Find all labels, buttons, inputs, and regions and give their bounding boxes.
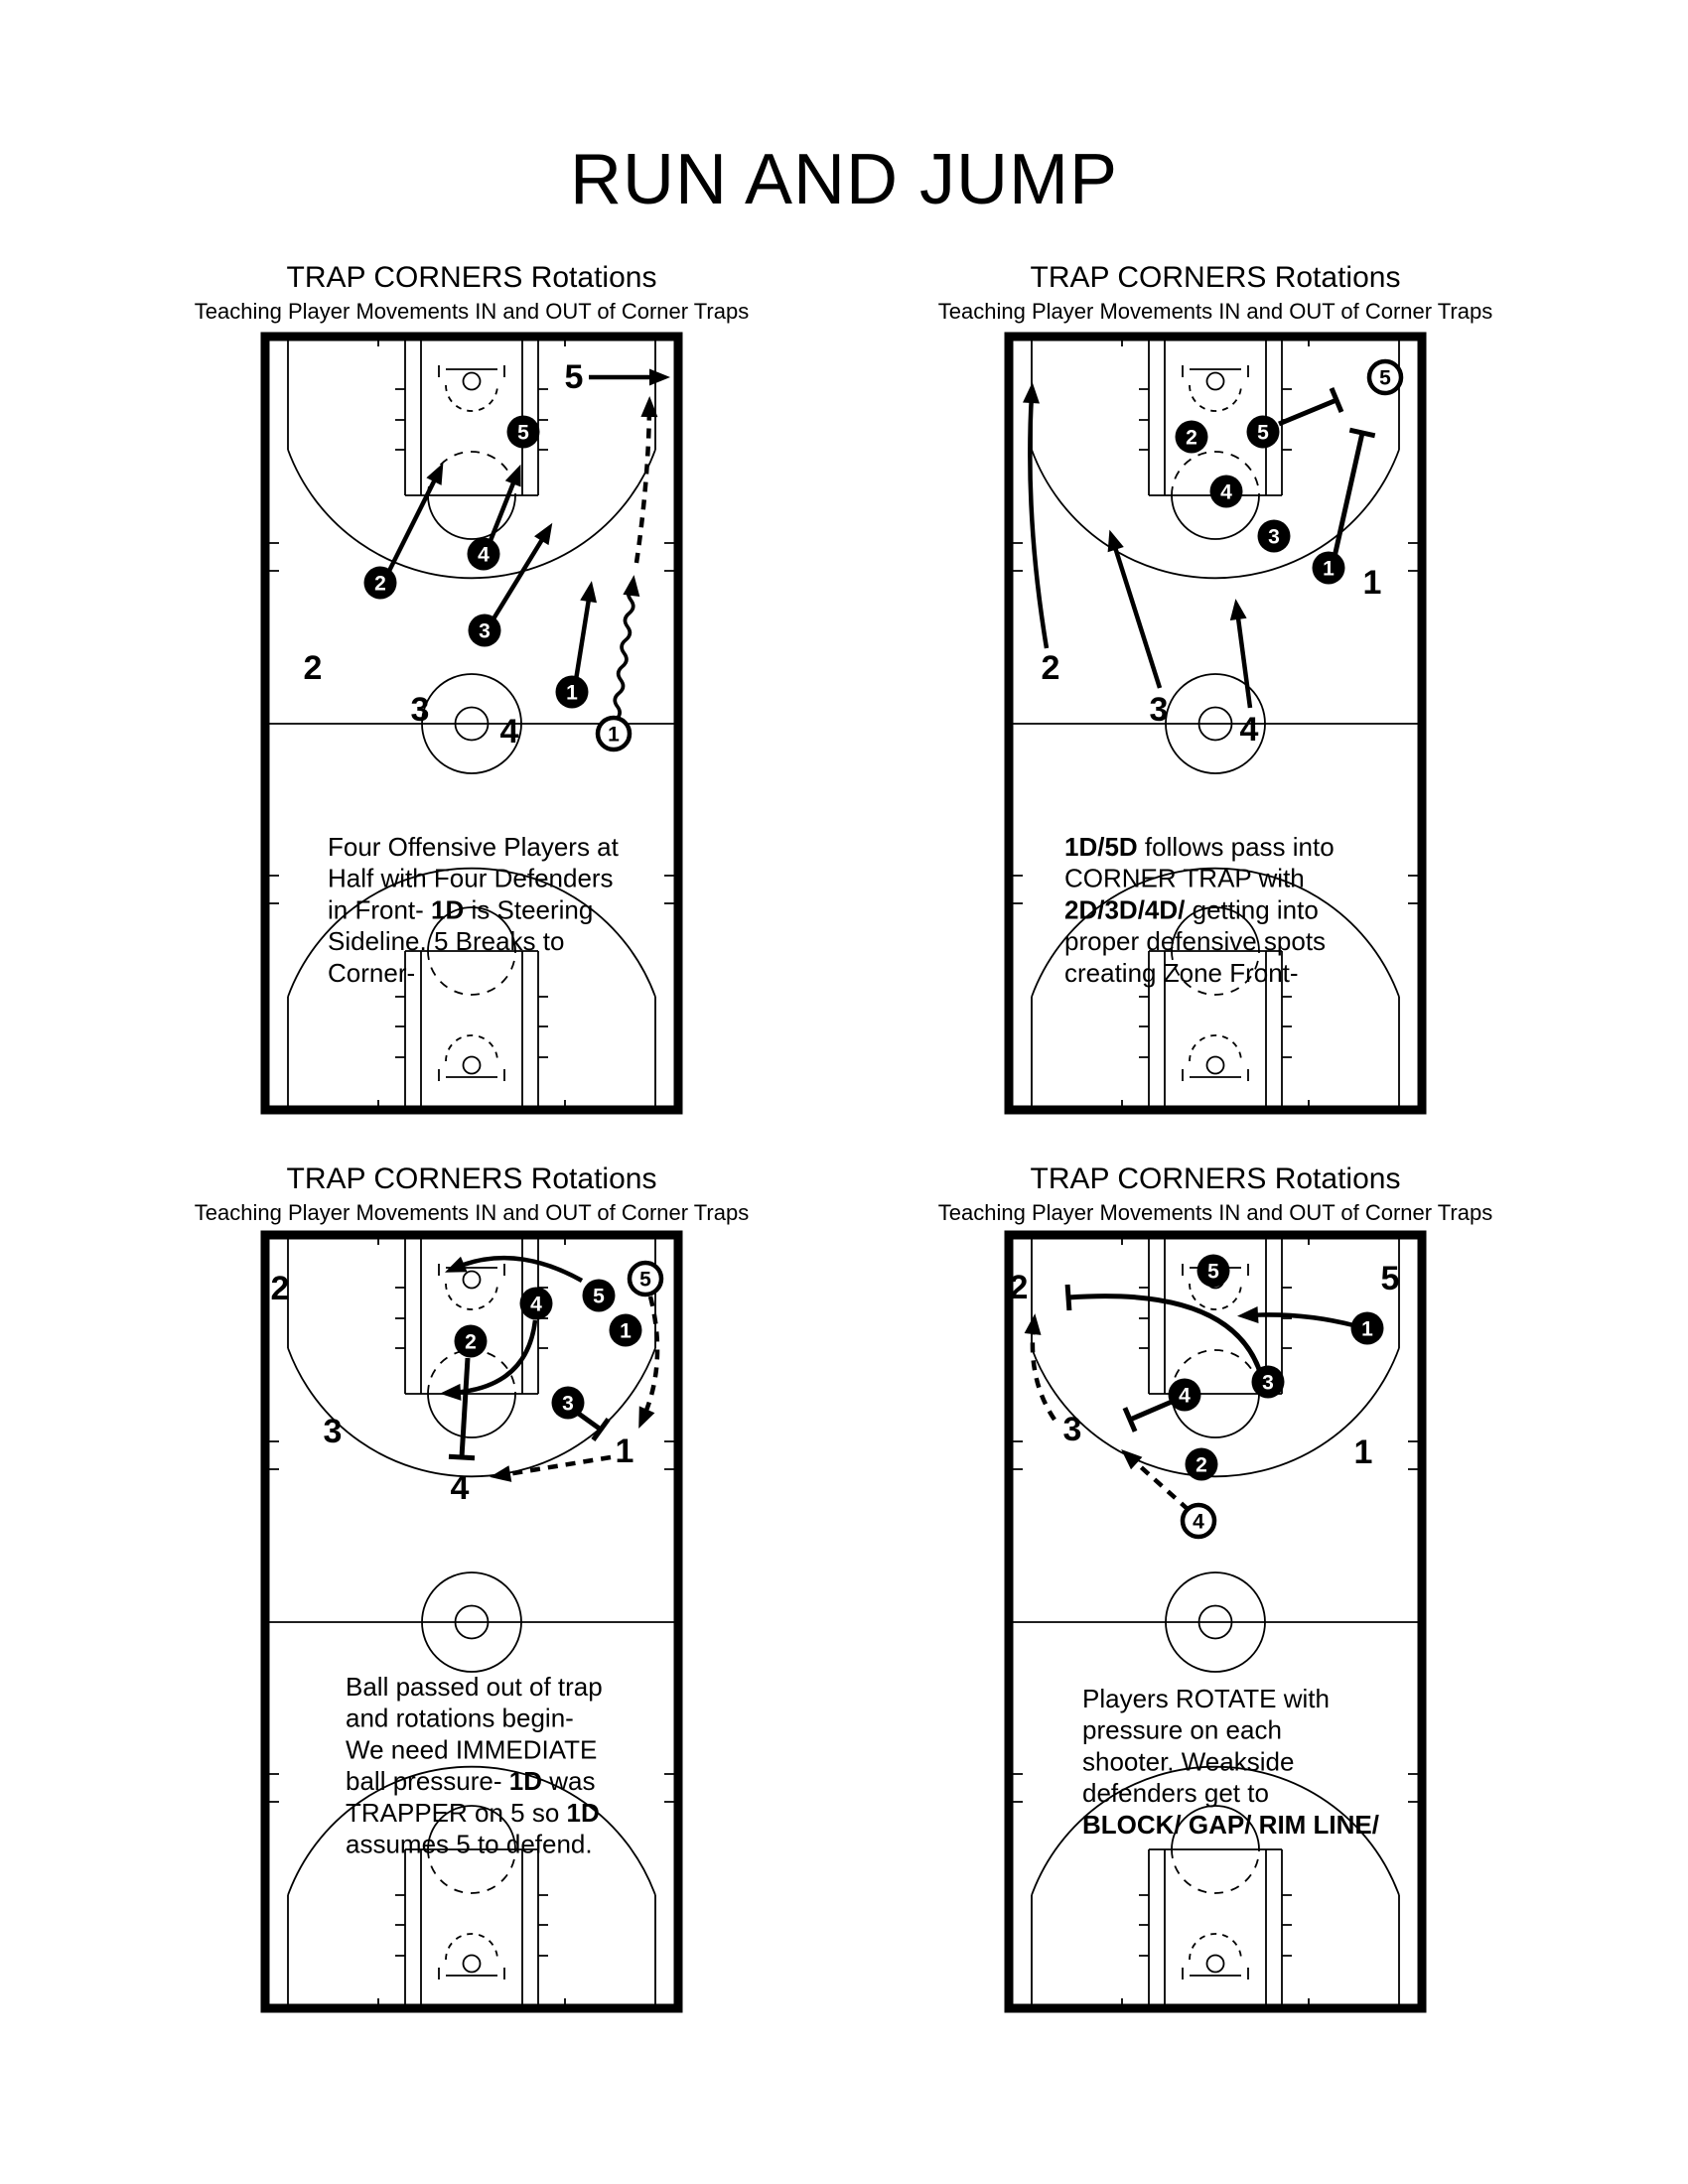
svg-text:proper defensive spots: proper defensive spots [1064,926,1327,957]
svg-text:ball pressure- 1D was: ball pressure- 1D was [346,1766,596,1797]
svg-text:and rotations begin-: and rotations begin- [346,1703,574,1733]
svg-text:pressure on each: pressure on each [1082,1714,1282,1745]
player-defender-5 [1197,1255,1230,1288]
movement-arrow-solid [576,581,597,680]
page-title: RUN AND JUMP [569,140,1119,219]
svg-text:BLOCK/ GAP/ RIM LINE/: BLOCK/ GAP/ RIM LINE/ [1082,1809,1379,1840]
svg-text:3: 3 [1262,1371,1274,1395]
screen-bar [1125,1402,1172,1432]
screen-bar [1335,430,1375,557]
player-defender-2 [1186,1448,1218,1481]
svg-text:We need IMMEDIATE: We need IMMEDIATE [346,1734,598,1765]
player-defender-3 [1258,520,1291,553]
svg-text:TRAPPER on 5 so 1D: TRAPPER on 5 so 1D [346,1797,600,1828]
diagram-heading: TRAP CORNERS Rotations [1030,261,1401,294]
svg-text:Ball passed out of trap: Ball passed out of trap [346,1672,603,1702]
svg-text:1D/5D follows pass into: 1D/5D follows pass into [1064,832,1335,862]
player-offense-1 [598,718,630,750]
arrowhead [445,1257,468,1273]
diagram-subheading: Teaching Player Movements IN and OUT of Corner Traps [937,299,1493,324]
arrowhead [490,1465,511,1482]
player-defender-2 [364,567,397,600]
svg-text:1: 1 [1361,1317,1373,1341]
player-defender-3 [1252,1366,1285,1399]
player-defender-3 [469,614,501,647]
arrowhead [505,465,521,487]
diagram-heading: TRAP CORNERS Rotations [286,261,657,294]
court-diagram-bottom-left [261,1231,682,2012]
near-basket-end [1009,337,1422,578]
arrowhead [1023,382,1040,404]
player-defender-5 [583,1280,616,1312]
movement-arrow-solid [589,369,670,386]
svg-text:3: 3 [1268,525,1280,549]
player-defender-2 [1176,421,1208,454]
arrowhead [1025,1313,1042,1335]
player-label: 3 [323,1413,343,1450]
svg-text:1: 1 [1323,557,1335,581]
svg-text:2: 2 [465,1330,477,1354]
svg-text:Four Offensive Players at: Four Offensive Players at [328,832,619,862]
player-defender-3 [552,1387,585,1420]
svg-text:1: 1 [566,681,578,705]
svg-text:Half with Four Defenders: Half with Four Defenders [328,863,614,893]
movement-arrow-solid [1230,599,1250,708]
svg-text:assumes 5 to defend.: assumes 5 to defend. [346,1829,593,1859]
screen-bar [1279,388,1341,424]
svg-text:2: 2 [1186,426,1197,450]
player-label: 3 [410,691,430,729]
movement-arrow-solid [1023,382,1047,648]
svg-text:5: 5 [517,421,529,445]
diagram-subheading: Teaching Player Movements IN and OUT of Corner Traps [937,1200,1493,1225]
court-diagram-bottom-right [1005,1231,1426,2012]
svg-text:3: 3 [562,1392,574,1416]
diagram-subheading: Teaching Player Movements IN and OUT of Corner Traps [194,1200,750,1225]
player-label: 1 [1353,1433,1373,1471]
svg-text:CORNER TRAP with: CORNER TRAP with [1064,863,1305,893]
player-offense-5 [1369,361,1401,393]
player-label: 4 [450,1469,470,1507]
svg-text:5: 5 [1207,1260,1219,1284]
player-label: 3 [1062,1411,1082,1448]
svg-text:Players ROTATE with: Players ROTATE with [1082,1684,1330,1713]
diagram-note [346,1672,603,1859]
player-defender-4 [1169,1379,1201,1412]
arrowhead [1237,1306,1259,1323]
movement-arrow-dashed [638,1297,657,1429]
svg-text:2: 2 [1196,1453,1207,1477]
svg-text:1: 1 [620,1319,632,1343]
movement-arrow-solid [1237,1306,1353,1325]
svg-text:5: 5 [1379,366,1391,390]
movement-arrow-solid [440,1320,535,1401]
diagram-note [1082,1684,1379,1840]
svg-text:4: 4 [478,543,490,567]
player-label: 5 [1380,1260,1400,1297]
svg-text:4: 4 [530,1293,542,1316]
arrowhead [534,523,552,545]
arrowhead [623,575,639,597]
svg-text:Corner-: Corner- [328,957,416,988]
diagram-note [328,832,620,988]
movement-arrow-solid [492,523,552,620]
player-defender-5 [1247,416,1280,449]
court-diagram-top-left [261,333,682,1114]
svg-text:5: 5 [593,1285,605,1308]
player-label: 3 [1149,691,1169,729]
svg-text:shooter. Weakside: shooter. Weakside [1082,1746,1295,1777]
svg-text:defenders get to: defenders get to [1082,1778,1269,1809]
player-label: 2 [1041,649,1060,687]
diagram-note [1064,832,1335,988]
near-basket-end [265,337,678,578]
arrowhead [1108,530,1124,553]
player-defender-2 [455,1325,488,1358]
player-label: 2 [1009,1269,1029,1306]
arrowhead [440,1384,462,1401]
player-defender-4 [520,1288,553,1320]
player-defender-1 [556,676,589,709]
player-label: 5 [564,358,584,396]
diagram-heading: TRAP CORNERS Rotations [286,1162,657,1195]
player-label: 4 [1239,711,1259,749]
player-label: 2 [270,1270,290,1307]
svg-text:creating Zone Front-: creating Zone Front- [1064,957,1299,988]
movement-arrow-solid [490,465,521,543]
player-label: 4 [499,713,519,751]
player-defender-4 [468,538,500,571]
player-offense-4 [1183,1505,1214,1537]
movement-arrow-solid [445,1257,582,1281]
svg-text:1: 1 [608,723,620,747]
screen-bar [449,1358,475,1458]
svg-text:5: 5 [639,1268,651,1292]
svg-text:2D/3D/4D/ getting into: 2D/3D/4D/ getting into [1064,894,1319,925]
player-label: 2 [303,649,323,687]
player-label: 1 [615,1433,634,1470]
svg-text:5: 5 [1257,421,1269,445]
arrowhead [1121,1449,1142,1469]
arrowhead [580,581,597,603]
diagram-subheading: Teaching Player Movements IN and OUT of Corner Traps [194,299,750,324]
svg-text:in Front- 1D is Steering: in Front- 1D is Steering [328,894,594,925]
svg-text:Sideline. 5 Breaks to: Sideline. 5 Breaks to [328,926,565,957]
svg-text:4: 4 [1220,480,1232,504]
svg-text:3: 3 [479,619,491,643]
player-offense-5 [630,1263,661,1295]
svg-text:2: 2 [374,572,386,596]
movement-arrow-dashed [1121,1449,1189,1510]
player-defender-5 [507,416,540,449]
arrowhead [649,369,670,386]
diagram-heading: TRAP CORNERS Rotations [1030,1162,1401,1195]
player-defender-1 [1313,552,1345,585]
svg-text:4: 4 [1193,1510,1204,1534]
player-defender-1 [1351,1312,1384,1345]
player-label: 1 [1362,564,1382,602]
court-diagram-top-right [1005,333,1426,1114]
arrowhead [1230,599,1247,620]
player-defender-4 [1210,476,1243,508]
movement-arrow-solid [1108,530,1160,688]
svg-text:4: 4 [1179,1384,1191,1408]
arrowhead [638,1406,654,1429]
court-lines [1009,1235,1422,2008]
dribble-line [615,575,639,720]
player-defender-1 [610,1314,642,1347]
